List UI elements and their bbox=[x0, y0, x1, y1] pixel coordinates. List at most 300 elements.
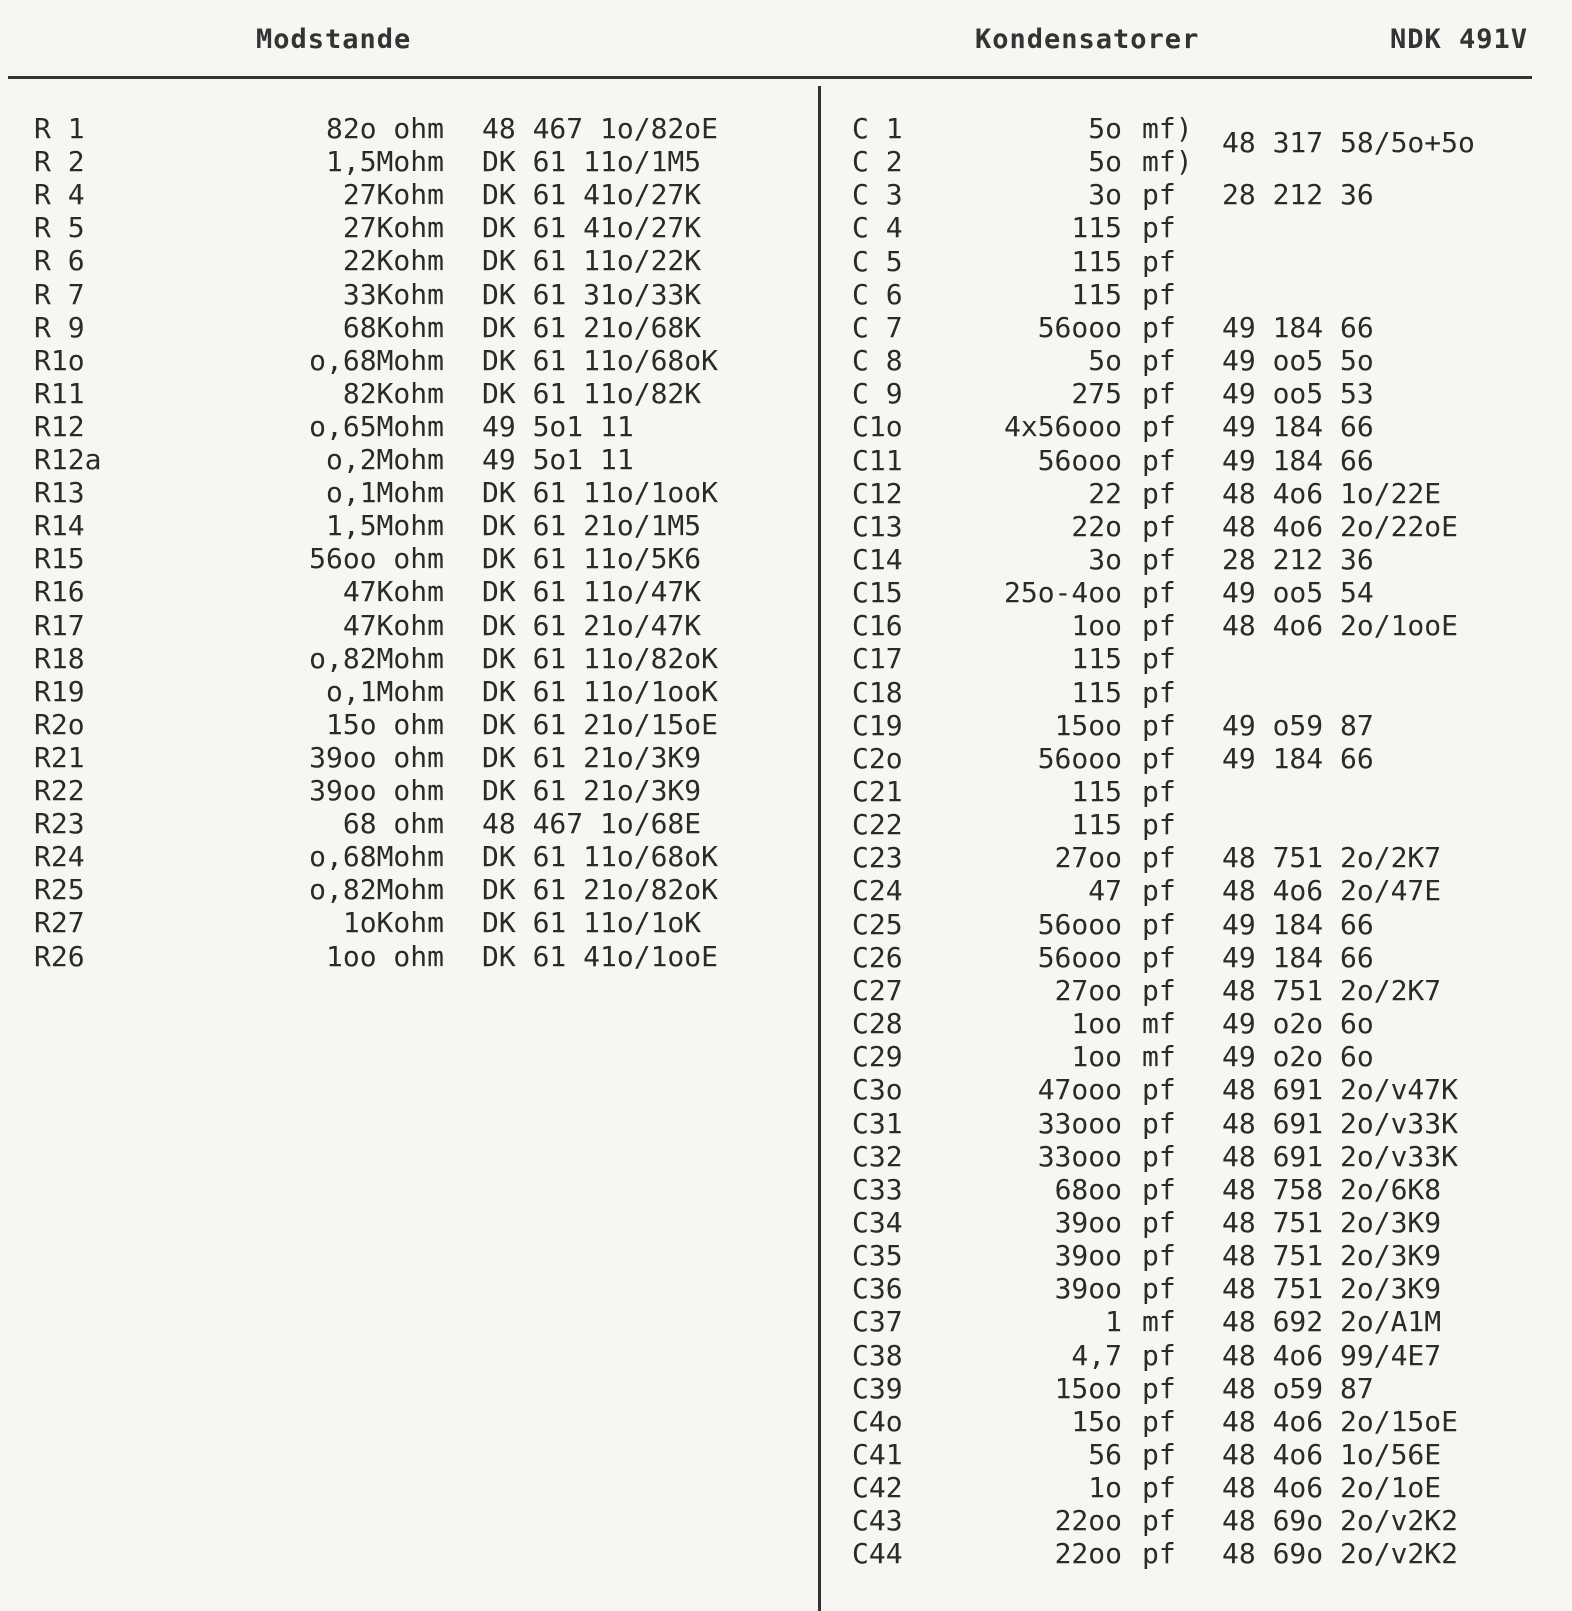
capacitor-id: C4o bbox=[852, 1404, 903, 1438]
resistor-row bbox=[34, 377, 814, 410]
capacitor-value: 39oo bbox=[1054, 1272, 1122, 1306]
capacitor-row bbox=[852, 1372, 1542, 1405]
resistor-part-number: DK 61 11o/1oK bbox=[482, 906, 702, 940]
capacitor-part-number: 28 212 36 bbox=[1222, 542, 1374, 576]
resistor-row bbox=[34, 840, 814, 873]
capacitor-id: C3o bbox=[852, 1073, 903, 1107]
capacitor-unit: pf bbox=[1142, 344, 1176, 378]
capacitor-value: 22oo bbox=[1054, 1537, 1122, 1571]
resistor-row bbox=[34, 145, 814, 178]
capacitor-id: C22 bbox=[852, 808, 903, 842]
capacitors-heading: Kondensatorer bbox=[975, 24, 1200, 55]
capacitor-part-number: 49 oo5 54 bbox=[1222, 576, 1374, 610]
capacitor-part-number: 48 4o6 99/4E7 bbox=[1222, 1338, 1442, 1372]
capacitor-value: 39oo bbox=[1054, 1239, 1122, 1273]
column-divider bbox=[818, 86, 821, 1611]
capacitor-value: 275 bbox=[1071, 377, 1122, 411]
capacitor-value: 56ooo bbox=[1037, 907, 1122, 941]
capacitor-value: 3o bbox=[1088, 178, 1122, 212]
resistor-id: R12 bbox=[34, 409, 85, 443]
capacitor-part-number: 48 751 2o/3K9 bbox=[1222, 1205, 1442, 1239]
capacitor-unit: pf bbox=[1142, 377, 1176, 411]
capacitor-value: 47 bbox=[1088, 874, 1122, 908]
capacitor-value: 115 bbox=[1071, 775, 1122, 808]
document-code: NDK 491V bbox=[1390, 24, 1529, 55]
capacitor-value: 33ooo bbox=[1037, 1106, 1122, 1140]
capacitor-id: C44 bbox=[852, 1537, 903, 1571]
resistor-id: R11 bbox=[34, 376, 85, 410]
capacitor-value: 1 bbox=[1105, 1305, 1122, 1339]
capacitor-unit: pf bbox=[1142, 1438, 1176, 1471]
capacitor-part-number: 48 692 2o/A1M bbox=[1222, 1305, 1442, 1339]
capacitor-unit: pf bbox=[1142, 1537, 1176, 1571]
capacitor-id: C32 bbox=[852, 1139, 903, 1173]
resistor-row bbox=[34, 476, 814, 509]
capacitor-value: 115 bbox=[1071, 244, 1122, 278]
capacitor-value: 115 bbox=[1071, 211, 1122, 245]
resistor-row bbox=[34, 112, 814, 145]
capacitor-part-number: 49 184 66 bbox=[1222, 907, 1374, 941]
capacitor-value: 15o bbox=[1071, 1404, 1122, 1438]
capacitor-value: 1oo bbox=[1071, 1007, 1122, 1041]
capacitor-row bbox=[852, 908, 1542, 941]
capacitor-unit: pf bbox=[1142, 1504, 1176, 1538]
resistor-value: o,65Mohm bbox=[309, 409, 444, 443]
capacitor-unit: pf bbox=[1142, 874, 1176, 908]
resistor-part-number: DK 61 21o/82oK bbox=[482, 873, 719, 907]
resistor-part-number: DK 61 11o/47K bbox=[482, 575, 702, 609]
capacitor-value: 5o bbox=[1088, 112, 1122, 145]
capacitor-row bbox=[852, 576, 1542, 609]
capacitor-row bbox=[852, 775, 1542, 808]
capacitor-part-number: 48 69o 2o/v2K2 bbox=[1222, 1537, 1459, 1571]
capacitor-row bbox=[852, 1040, 1542, 1073]
capacitor-row bbox=[852, 178, 1542, 211]
capacitor-unit: pf bbox=[1142, 609, 1176, 643]
capacitor-row bbox=[852, 1537, 1542, 1570]
capacitor-value: 56ooo bbox=[1037, 443, 1122, 477]
capacitor-row bbox=[852, 1107, 1542, 1140]
capacitor-unit: pf bbox=[1142, 211, 1176, 245]
resistor-id: R12a bbox=[34, 443, 102, 476]
capacitor-row bbox=[852, 510, 1542, 543]
capacitor-id: C42 bbox=[852, 1471, 903, 1505]
capacitor-row bbox=[852, 1305, 1542, 1338]
capacitor-id: C19 bbox=[852, 708, 903, 742]
capacitor-id: C11 bbox=[852, 443, 903, 477]
resistor-row bbox=[34, 443, 814, 476]
capacitor-unit: pf bbox=[1142, 1404, 1176, 1438]
capacitor-unit: pf bbox=[1142, 1239, 1176, 1273]
capacitor-value: 56 bbox=[1088, 1438, 1122, 1471]
capacitor-row bbox=[852, 974, 1542, 1007]
resistor-id: R27 bbox=[34, 906, 85, 940]
resistor-value: o,82Mohm bbox=[309, 641, 444, 675]
resistor-row bbox=[34, 178, 814, 211]
resistor-id: R21 bbox=[34, 740, 85, 774]
capacitor-part-number: 48 691 2o/v33K bbox=[1222, 1106, 1459, 1140]
capacitor-row bbox=[852, 245, 1542, 278]
capacitor-row bbox=[852, 377, 1542, 410]
capacitor-value: 47ooo bbox=[1037, 1073, 1122, 1107]
capacitor-row bbox=[852, 1239, 1542, 1272]
resistor-row bbox=[34, 774, 814, 807]
resistor-part-number: DK 61 21o/15oE bbox=[482, 707, 719, 741]
capacitor-row bbox=[852, 1272, 1542, 1305]
capacitor-row bbox=[852, 1007, 1542, 1040]
resistor-part-number: DK 61 11o/82K bbox=[482, 376, 702, 410]
capacitor-id: C36 bbox=[852, 1272, 903, 1306]
resistor-part-number: DK 61 11o/1ooK bbox=[482, 476, 719, 510]
resistor-part-number: DK 61 41o/27K bbox=[482, 178, 702, 212]
capacitor-part-number: 48 758 2o/6K8 bbox=[1222, 1172, 1442, 1206]
capacitor-value: 1o bbox=[1088, 1471, 1122, 1505]
resistor-part-number: DK 61 11o/82oK bbox=[482, 641, 719, 675]
capacitor-part-number: 48 4o6 1o/22E bbox=[1222, 476, 1442, 510]
capacitor-value: 39oo bbox=[1054, 1205, 1122, 1239]
resistor-value: o,68Mohm bbox=[309, 343, 444, 377]
capacitor-value: 68oo bbox=[1054, 1172, 1122, 1206]
capacitor-value: 115 bbox=[1071, 277, 1122, 311]
resistor-value: o,2Mohm bbox=[325, 443, 444, 476]
resistor-part-number: DK 61 21o/1M5 bbox=[482, 509, 702, 543]
capacitor-unit: pf bbox=[1142, 1139, 1176, 1173]
resistor-value: 56oo ohm bbox=[309, 542, 444, 576]
resistor-value: 47Kohm bbox=[342, 608, 444, 642]
capacitor-row bbox=[852, 1206, 1542, 1239]
capacitor-row bbox=[852, 1438, 1542, 1471]
capacitor-id: C31 bbox=[852, 1106, 903, 1140]
resistor-id: R24 bbox=[34, 840, 85, 874]
capacitor-unit: pf bbox=[1142, 1338, 1176, 1372]
resistor-row bbox=[34, 906, 814, 939]
capacitor-unit: pf bbox=[1142, 178, 1176, 212]
capacitor-id: C 4 bbox=[852, 211, 903, 245]
capacitor-value: 27oo bbox=[1054, 841, 1122, 875]
capacitor-row bbox=[852, 1173, 1542, 1206]
capacitor-value: 15oo bbox=[1054, 1371, 1122, 1405]
capacitor-part-number: 48 4o6 2o/1ooE bbox=[1222, 609, 1459, 643]
resistor-part-number: 49 5o1 11 bbox=[482, 409, 634, 443]
capacitor-unit: pf bbox=[1142, 642, 1176, 676]
resistor-row bbox=[34, 244, 814, 277]
resistor-part-number: 49 5o1 11 bbox=[482, 443, 634, 476]
capacitor-part-number: 48 4o6 2o/47E bbox=[1222, 874, 1442, 908]
resistor-id: R1o bbox=[34, 343, 85, 377]
resistor-row bbox=[34, 807, 814, 840]
capacitor-id: C15 bbox=[852, 576, 903, 610]
capacitor-unit: pf bbox=[1142, 1172, 1176, 1206]
capacitor-part-number: 48 4o6 1o/56E bbox=[1222, 1438, 1442, 1471]
capacitor-id: C41 bbox=[852, 1438, 903, 1471]
capacitor-part-number: 48 751 2o/3K9 bbox=[1222, 1272, 1442, 1306]
capacitor-id: C25 bbox=[852, 907, 903, 941]
capacitor-row bbox=[852, 874, 1542, 907]
capacitor-value: 115 bbox=[1071, 808, 1122, 842]
resistor-row bbox=[34, 642, 814, 675]
resistor-value: 27Kohm bbox=[342, 178, 444, 212]
capacitor-id: C37 bbox=[852, 1305, 903, 1339]
resistor-part-number: DK 61 21o/47K bbox=[482, 608, 702, 642]
capacitor-id: C 3 bbox=[852, 178, 903, 212]
capacitor-id: C13 bbox=[852, 509, 903, 543]
resistor-row bbox=[34, 675, 814, 708]
capacitor-row bbox=[852, 410, 1542, 443]
capacitor-row bbox=[852, 278, 1542, 311]
capacitor-unit: pf bbox=[1142, 310, 1176, 344]
resistor-value: 47Kohm bbox=[342, 575, 444, 609]
resistor-row bbox=[34, 509, 814, 542]
resistor-part-number: DK 61 11o/22K bbox=[482, 244, 702, 278]
capacitor-part-number: 49 184 66 bbox=[1222, 443, 1374, 477]
capacitor-row bbox=[852, 1339, 1542, 1372]
capacitor-id: C28 bbox=[852, 1007, 903, 1041]
resistor-value: 1,5Mohm bbox=[325, 509, 444, 543]
capacitor-id: C21 bbox=[852, 775, 903, 808]
resistor-row bbox=[34, 311, 814, 344]
capacitor-part-number: 48 691 2o/v33K bbox=[1222, 1139, 1459, 1173]
capacitor-row bbox=[852, 311, 1542, 344]
capacitor-row bbox=[852, 676, 1542, 709]
capacitor-part-number: 49 o2o 6o bbox=[1222, 1040, 1374, 1074]
capacitor-unit: pf bbox=[1142, 841, 1176, 875]
capacitor-part-number: 48 69o 2o/v2K2 bbox=[1222, 1504, 1459, 1538]
resistor-id: R19 bbox=[34, 674, 85, 708]
capacitor-part-number: 48 691 2o/v47K bbox=[1222, 1073, 1459, 1107]
capacitor-unit: mf bbox=[1142, 1305, 1176, 1339]
resistor-value: 33Kohm bbox=[342, 277, 444, 311]
capacitor-row bbox=[852, 609, 1542, 642]
capacitor-id: C 5 bbox=[852, 244, 903, 278]
capacitor-part-number: 49 oo5 53 bbox=[1222, 377, 1374, 411]
capacitor-part-number: 49 184 66 bbox=[1222, 410, 1374, 444]
capacitor-row bbox=[852, 841, 1542, 874]
capacitor-id: C16 bbox=[852, 609, 903, 643]
capacitor-unit: pf bbox=[1142, 775, 1176, 808]
capacitor-unit: pf bbox=[1142, 708, 1176, 742]
capacitor-value: 4x56ooo bbox=[1003, 410, 1122, 444]
resistor-value: o,1Mohm bbox=[325, 674, 444, 708]
resistor-part-number: DK 61 11o/68oK bbox=[482, 840, 719, 874]
capacitor-unit: pf bbox=[1142, 741, 1176, 775]
capacitor-id: C27 bbox=[852, 973, 903, 1007]
capacitor-value: 5o bbox=[1088, 344, 1122, 378]
capacitor-unit: pf bbox=[1142, 576, 1176, 610]
capacitor-value: 1oo bbox=[1071, 1040, 1122, 1074]
capacitor-value: 1oo bbox=[1071, 609, 1122, 643]
capacitor-unit: pf bbox=[1142, 1073, 1176, 1107]
capacitor-part-number: 49 oo5 5o bbox=[1222, 344, 1374, 378]
capacitor-value: 25o-4oo bbox=[1003, 576, 1122, 610]
capacitor-part-number: 49 184 66 bbox=[1222, 741, 1374, 775]
resistor-value: 1oKohm bbox=[342, 906, 444, 940]
capacitor-part-number: 48 751 2o/2K7 bbox=[1222, 973, 1442, 1007]
capacitor-unit: mf bbox=[1142, 1007, 1176, 1041]
resistor-value: 15o ohm bbox=[325, 707, 444, 741]
capacitor-row bbox=[852, 742, 1542, 775]
capacitor-id: C35 bbox=[852, 1239, 903, 1273]
capacitor-value: 56ooo bbox=[1037, 310, 1122, 344]
capacitor-unit: pf bbox=[1142, 940, 1176, 974]
capacitor-id: C12 bbox=[852, 476, 903, 510]
capacitor-row bbox=[852, 344, 1542, 377]
capacitor-value: 27oo bbox=[1054, 973, 1122, 1007]
resistor-id: R14 bbox=[34, 509, 85, 543]
resistor-id: R 7 bbox=[34, 277, 85, 311]
capacitor-part-number: 48 o59 87 bbox=[1222, 1371, 1374, 1405]
capacitor-row bbox=[852, 642, 1542, 675]
capacitor-unit: pf bbox=[1142, 542, 1176, 576]
resistor-row bbox=[34, 940, 814, 973]
capacitor-id: C43 bbox=[852, 1504, 903, 1538]
capacitor-unit: pf bbox=[1142, 277, 1176, 311]
capacitor-part-number: 48 751 2o/3K9 bbox=[1222, 1239, 1442, 1273]
capacitor-part-number: 48 751 2o/2K7 bbox=[1222, 841, 1442, 875]
capacitor-value: 115 bbox=[1071, 642, 1122, 676]
capacitor-value: 4,7 bbox=[1071, 1338, 1122, 1372]
capacitor-row bbox=[852, 709, 1542, 742]
capacitor-part-number: 48 4o6 2o/1oE bbox=[1222, 1471, 1442, 1505]
capacitor-value: 15oo bbox=[1054, 708, 1122, 742]
capacitor-part-number: 48 4o6 2o/15oE bbox=[1222, 1404, 1459, 1438]
resistor-value: 22Kohm bbox=[342, 244, 444, 278]
resistor-value: 1,5Mohm bbox=[325, 145, 444, 179]
resistor-part-number: DK 61 21o/3K9 bbox=[482, 740, 702, 774]
capacitor-part-number: 28 212 36 bbox=[1222, 178, 1374, 212]
capacitor-row bbox=[852, 1140, 1542, 1173]
resistor-row bbox=[34, 542, 814, 575]
capacitor-unit: pf bbox=[1142, 443, 1176, 477]
capacitor-part-number: 48 4o6 2o/22oE bbox=[1222, 509, 1459, 543]
capacitor-value: 3o bbox=[1088, 542, 1122, 576]
resistor-value: 1oo ohm bbox=[325, 939, 444, 973]
resistor-part-number: DK 61 21o/3K9 bbox=[482, 774, 702, 807]
resistor-id: R15 bbox=[34, 542, 85, 576]
capacitor-row bbox=[852, 477, 1542, 510]
capacitor-id: C34 bbox=[852, 1205, 903, 1239]
capacitor-id: C39 bbox=[852, 1371, 903, 1405]
capacitor-id: C1o bbox=[852, 410, 903, 444]
capacitor-unit: pf bbox=[1142, 1371, 1176, 1405]
capacitor-row bbox=[852, 543, 1542, 576]
capacitor-id: C 7 bbox=[852, 310, 903, 344]
capacitor-unit: pf bbox=[1142, 1272, 1176, 1306]
capacitor-value: 115 bbox=[1071, 675, 1122, 709]
resistor-part-number: DK 61 11o/1M5 bbox=[482, 145, 702, 179]
resistor-part-number: 48 467 1o/68E bbox=[482, 807, 702, 841]
resistor-value: 68Kohm bbox=[342, 310, 444, 344]
capacitor-value: 56ooo bbox=[1037, 940, 1122, 974]
capacitor-unit: pf bbox=[1142, 1106, 1176, 1140]
resistor-part-number: 48 467 1o/82oE bbox=[482, 112, 719, 145]
capacitor-part-number: 49 184 66 bbox=[1222, 940, 1374, 974]
capacitor-id: C 1 bbox=[852, 112, 903, 145]
capacitor-row bbox=[852, 211, 1542, 244]
capacitor-unit: pf bbox=[1142, 907, 1176, 941]
resistor-id: R 5 bbox=[34, 211, 85, 245]
resistor-row bbox=[34, 708, 814, 741]
capacitor-value: 22o bbox=[1071, 509, 1122, 543]
resistor-value: o,68Mohm bbox=[309, 840, 444, 874]
capacitor-id: C 2 bbox=[852, 145, 903, 179]
resistor-id: R18 bbox=[34, 641, 85, 675]
capacitor-unit: pf bbox=[1142, 1471, 1176, 1505]
capacitor-unit: pf bbox=[1142, 244, 1176, 278]
capacitor-unit: mf) bbox=[1142, 145, 1193, 179]
resistor-id: R 1 bbox=[34, 112, 85, 145]
resistor-row bbox=[34, 410, 814, 443]
capacitor-id: C29 bbox=[852, 1040, 903, 1074]
capacitor-id: C18 bbox=[852, 675, 903, 709]
capacitor-unit: pf bbox=[1142, 973, 1176, 1007]
resistor-part-number: DK 61 11o/68oK bbox=[482, 343, 719, 377]
capacitor-row bbox=[852, 1405, 1542, 1438]
resistor-row bbox=[34, 211, 814, 244]
resistor-id: R16 bbox=[34, 575, 85, 609]
capacitor-id: C23 bbox=[852, 841, 903, 875]
resistor-id: R 6 bbox=[34, 244, 85, 278]
resistor-value: 82o ohm bbox=[325, 112, 444, 145]
capacitor-part-number: 49 184 66 bbox=[1222, 310, 1374, 344]
resistor-row bbox=[34, 575, 814, 608]
capacitor-id: C24 bbox=[852, 874, 903, 908]
capacitor-unit: pf bbox=[1142, 808, 1176, 842]
capacitor-id: C14 bbox=[852, 542, 903, 576]
capacitor-value: 5o bbox=[1088, 145, 1122, 179]
resistor-row bbox=[34, 741, 814, 774]
resistor-value: 82Kohm bbox=[342, 376, 444, 410]
capacitor-part-number: 49 o2o 6o bbox=[1222, 1007, 1374, 1041]
capacitor-id: C33 bbox=[852, 1172, 903, 1206]
capacitor-value: 22oo bbox=[1054, 1504, 1122, 1538]
capacitor-id: C17 bbox=[852, 642, 903, 676]
capacitor-unit: pf bbox=[1142, 675, 1176, 709]
capacitor-row bbox=[852, 941, 1542, 974]
part-number: 48 317 58/5o+5o bbox=[1222, 126, 1475, 159]
capacitor-id: C26 bbox=[852, 940, 903, 974]
capacitor-id: C 8 bbox=[852, 344, 903, 378]
resistor-part-number: DK 61 41o/27K bbox=[482, 211, 702, 245]
resistors-heading: Modstande bbox=[256, 24, 412, 55]
capacitor-unit: mf) bbox=[1142, 112, 1193, 145]
resistor-id: R26 bbox=[34, 939, 85, 973]
resistor-value: 39oo ohm bbox=[309, 740, 444, 774]
resistor-part-number: DK 61 31o/33K bbox=[482, 277, 702, 311]
resistor-id: R25 bbox=[34, 873, 85, 907]
capacitor-unit: pf bbox=[1142, 476, 1176, 510]
resistor-id: R 2 bbox=[34, 145, 85, 179]
capacitor-row bbox=[852, 1504, 1542, 1537]
header-rule bbox=[8, 76, 1532, 79]
resistor-part-number: DK 61 21o/68K bbox=[482, 310, 702, 344]
capacitor-unit: pf bbox=[1142, 509, 1176, 543]
resistor-id: R 9 bbox=[34, 310, 85, 344]
capacitor-row bbox=[852, 1073, 1542, 1106]
capacitor-unit: pf bbox=[1142, 1205, 1176, 1239]
capacitor-id: C 9 bbox=[852, 377, 903, 411]
resistor-part-number: DK 61 11o/5K6 bbox=[482, 542, 702, 576]
resistor-id: R17 bbox=[34, 608, 85, 642]
resistor-value: o,1Mohm bbox=[325, 476, 444, 510]
capacitor-id: C 6 bbox=[852, 277, 903, 311]
c1-c2-part-number bbox=[1222, 126, 1542, 159]
capacitor-unit: mf bbox=[1142, 1040, 1176, 1074]
resistor-value: 27Kohm bbox=[342, 211, 444, 245]
resistor-id: R13 bbox=[34, 476, 85, 510]
resistor-id: R22 bbox=[34, 774, 85, 807]
resistor-value: o,82Mohm bbox=[309, 873, 444, 907]
capacitor-value: 22 bbox=[1088, 476, 1122, 510]
